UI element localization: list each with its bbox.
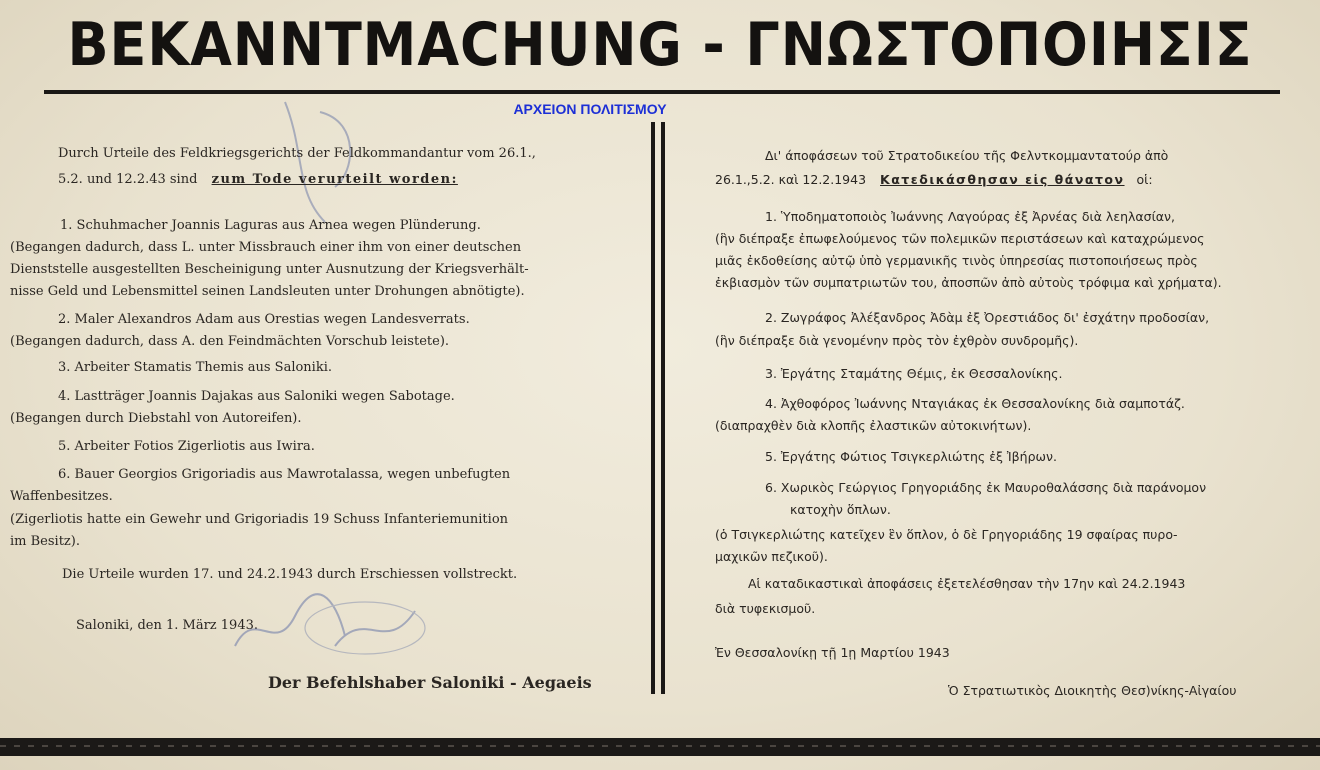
greek-item-1-detail-1: (ἣν διέπραξε ἐπωφελούμενος τῶν πολεμικῶν περιστάσεων καὶ καταχρώμενος bbox=[715, 231, 1205, 246]
greek-execution-line: Αἱ καταδικαστικαὶ ἀποφάσεις ἐξετελέσθησαν τὴν 17ην καὶ 24.2.1943 bbox=[748, 576, 1186, 591]
greek-execution-line-2: διὰ τυφεκισμοῦ. bbox=[715, 601, 816, 616]
german-intro-line-1: Durch Urteile des Feldkriegsgerichts der Feldkommandantur vom 26.1., bbox=[58, 146, 536, 161]
german-place-date: Saloniki, den 1. März 1943. bbox=[76, 618, 258, 633]
german-item-5: 5. Arbeiter Fotios Zigerliotis aus Iwira. bbox=[58, 439, 315, 454]
column-divider-left bbox=[651, 122, 655, 694]
greek-intro-line-2: 26.1.,5.2. καὶ 12.2.1943 Κατεδικάσθησαν εἰς θάνατον οἱ: bbox=[715, 172, 1153, 187]
greek-item-4: 4. Ἀχθοφόρος Ἰωάννης Νταγιάκας ἐκ Θεσσαλονίκης διὰ σαμποτάζ. bbox=[765, 396, 1185, 411]
german-item-6-detail-2: (Zigerliotis hatte ein Gewehr und Grigoriadis 19 Schuss Infanteriemunition bbox=[10, 512, 509, 527]
german-item-1: 1. Schuhmacher Joannis Laguras aus Arnea wegen Plünderung. bbox=[60, 218, 481, 233]
greek-item-1-detail-3: ἐκβιασμὸν τῶν συμπατριωτῶν του, ἀποσπῶν ἀπὸ αὐτοὺς τρόφιμα καὶ χρήματα). bbox=[715, 275, 1222, 290]
german-signature: Der Befehlshaber Saloniki - Aegaeis bbox=[268, 673, 592, 692]
bottom-border-band bbox=[0, 738, 1320, 756]
german-item-4-detail: (Begangen durch Diebstahl von Autoreifen). bbox=[10, 411, 302, 426]
column-divider-right bbox=[661, 122, 665, 694]
greek-item-5: 5. Ἐργάτης Φώτιος Τσιγκερλιώτης ἐξ Ἰβήρων. bbox=[765, 449, 1057, 464]
greek-place-date: Ἐν Θεσσαλονίκῃ τῇ 1ῃ Μαρτίου 1943 bbox=[715, 645, 950, 660]
greek-item-1: 1. Ὑποδηματοποιὸς Ἰωάννης Λαγούρας ἐξ Ἀρνέας διὰ λεηλασίαν, bbox=[765, 209, 1175, 224]
german-sentence-phrase: zum Tode verurteilt worden: bbox=[211, 172, 458, 187]
german-item-2: 2. Maler Alexandros Adam aus Orestias wegen Landesverrats. bbox=[58, 312, 470, 327]
german-item-1-detail-3: nisse Geld und Lebensmittel seinen Landsleuten unter Drohungen abnötigte). bbox=[10, 284, 525, 299]
german-execution-line: Die Urteile wurden 17. und 24.2.1943 durch Erschiessen vollstreckt. bbox=[62, 567, 518, 582]
german-item-6: 6. Bauer Georgios Grigoriadis aus Mawrotalassa, wegen unbefugten bbox=[58, 467, 511, 482]
german-item-6-detail-3: im Besitz). bbox=[10, 534, 80, 549]
greek-item-2-detail: (ἣν διέπραξε διὰ γενομένην πρὸς τὸν ἐχθρὸν συνδρομῆς). bbox=[715, 333, 1079, 348]
greek-sentence-phrase: Κατεδικάσθησαν εἰς θάνατον bbox=[880, 172, 1125, 187]
greek-item-6-detail-1: κατοχὴν ὅπλων. bbox=[790, 502, 891, 517]
archive-watermark-label: ΑΡΧΕΙΟΝ ΠΟΛΙΤΙΣΜΟΥ bbox=[513, 101, 667, 117]
german-item-1-detail-1: (Begangen dadurch, dass L. unter Missbrauch einer ihm von einer deutschen bbox=[10, 240, 522, 255]
german-item-2-detail: (Begangen dadurch, dass A. den Feindmächten Vorschub leistete). bbox=[10, 334, 450, 349]
german-item-6-detail-1: Waffenbesitzes. bbox=[10, 489, 113, 504]
greek-intro-line-1: Δι' άποφάσεων τοῦ Στρατοδικείου τῆς Φελντκομμαντατούρ ἀπὸ bbox=[765, 148, 1169, 163]
pen-mark-scribble bbox=[265, 92, 375, 232]
greek-item-4-detail: (διαπραχθὲν διὰ κλοπῆς ἐλαστικῶν αὐτοκινήτων). bbox=[715, 418, 1032, 433]
german-item-3: 3. Arbeiter Stamatis Themis aus Saloniki. bbox=[58, 360, 333, 375]
greek-item-6-detail-2: (ὁ Τσιγκερλιώτης κατεῖχεν ἓν ὅπλον, ὁ δὲ Γρηγοριάδης 19 σφαίρας πυρο- bbox=[715, 527, 1178, 542]
greek-item-6-detail-3: μαχικῶν πεζικοῦ). bbox=[715, 549, 828, 564]
german-item-1-detail-2: Dienststelle ausgestellten Bescheinigung unter Ausnutzung der Kriegsverhält- bbox=[10, 262, 529, 277]
greek-item-6: 6. Χωρικὸς Γεώργιος Γρηγοριάδης ἐκ Μαυροθαλάσσης διὰ παράνομον bbox=[765, 480, 1207, 495]
greek-item-2: 2. Ζωγράφος Ἀλέξανδρος Ἀδὰμ ἐξ Ὀρεστιάδος δι' ἐσχάτην προδοσίαν, bbox=[765, 310, 1210, 325]
greek-signature: Ὁ Στρατιωτικὸς Διοικητὴς Θεσ)νίκης-Αἰγαίου bbox=[948, 683, 1237, 698]
greek-item-3: 3. Ἐργάτης Σταμάτης Θέμις, ἐκ Θεσσαλονίκης. bbox=[765, 366, 1063, 381]
poster-title: BEKANNTMACHUNG - ΓΝΩΣΤΟΠΟΙΗΣΙΣ bbox=[67, 10, 1253, 80]
title-underline bbox=[44, 90, 1280, 94]
german-item-4: 4. Lastträger Joannis Dajakas aus Saloniki wegen Sabotage. bbox=[58, 389, 455, 404]
greek-item-1-detail-2: μιᾶς ἐκδοθείσης αὐτῷ ὑπὸ γερμανικῆς τινὸς ὑπηρεσίας πιστοποιήσεως πρὸς bbox=[715, 253, 1198, 268]
german-intro-line-2: 5.2. und 12.2.43 sind zum Tode verurteilt worden: bbox=[58, 172, 458, 187]
